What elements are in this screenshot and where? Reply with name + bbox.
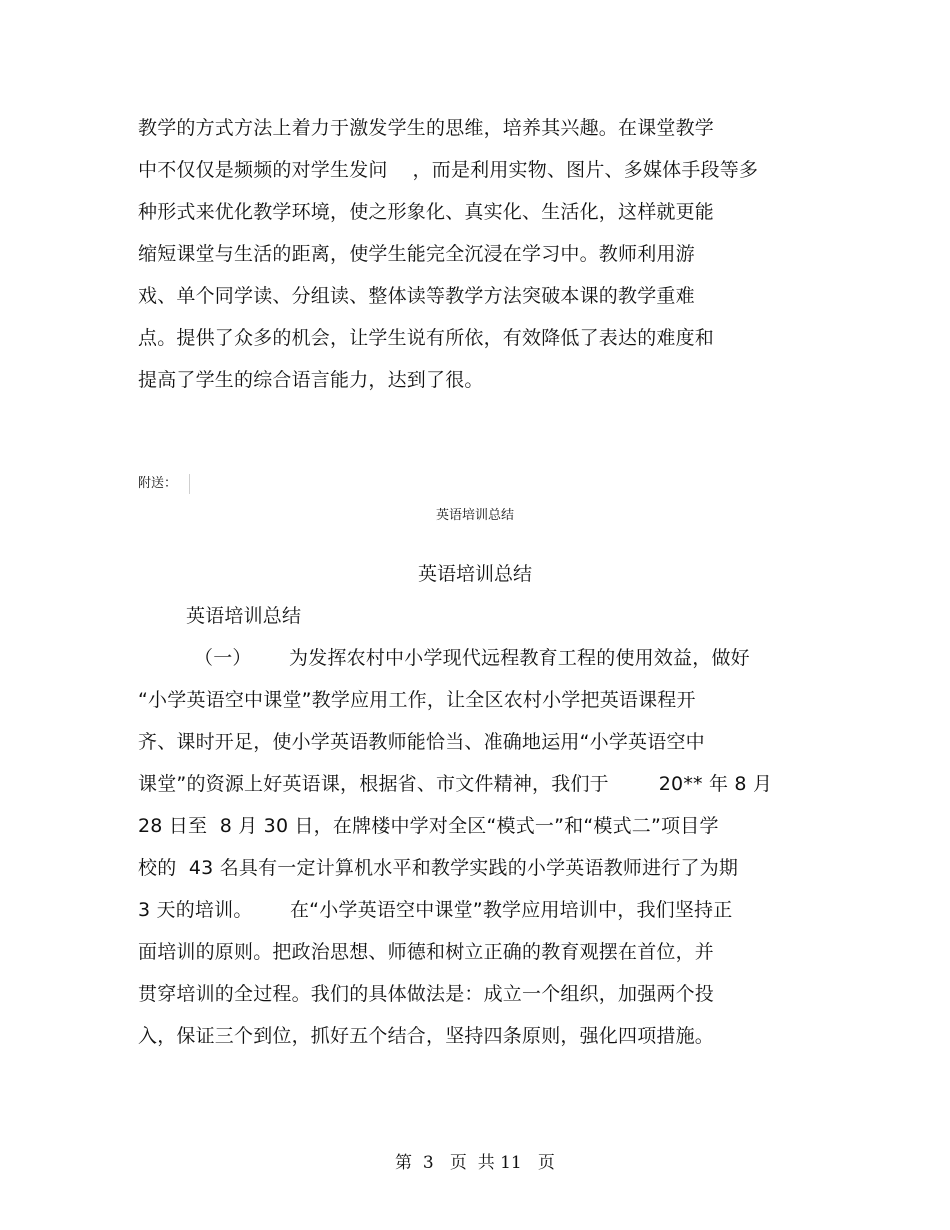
paragraph-2-line-8: 面培训的原则。把政治思想、师德和树立正确的教育观摆在首位，并 bbox=[138, 941, 715, 963]
paragraph-2-line-4: 课堂”的资源上好英语课，根据省、市文件精神，我们于 20** 年 8 月 bbox=[138, 773, 773, 795]
paragraph-1-line-6: 点。提供了众多的机会，让学生说有所依，有效降低了表达的难度和 bbox=[138, 327, 715, 349]
small-title: 英语培训总结 bbox=[435, 508, 514, 523]
paragraph-2-line-5: 28 日至 8 月 30 日，在牌楼中学对全区“模式一”和“模式二”项目学 bbox=[138, 815, 719, 837]
paragraph-1-line-5: 戏、单个同学读、分组读、整体读等教学方法突破本课的教学重难 bbox=[138, 285, 695, 307]
page-footer: 第 3 页 共 11 页 bbox=[395, 1153, 555, 1173]
paragraph-1-line-3: 种形式来优化教学环境，使之形象化、真实化、生活化，这样就更能 bbox=[138, 201, 715, 223]
paragraph-2-line-2: “小学英语空中课堂”教学应用工作，让全区农村小学把英语课程开 bbox=[138, 689, 696, 711]
subtitle: 英语培训总结 bbox=[186, 605, 302, 627]
paragraph-1-line-1: 教学的方式方法上着力于激发学生的思维，培养其兴趣。在课堂教学 bbox=[138, 117, 715, 139]
appendix-label: 附送： bbox=[138, 476, 178, 491]
paragraph-2-line-9: 贯穿培训的全过程。我们的具体做法是：成立一个组织，加强两个投 bbox=[138, 983, 715, 1005]
paragraph-1-line-4: 缩短课堂与生活的距离，使学生能完全沉浸在学习中。教师利用游 bbox=[138, 243, 695, 265]
paragraph-1-line-2: 中不仅仅是频频的对学生发问 ，而是利用实物、图片、多媒体手段等多 bbox=[138, 159, 759, 181]
paragraph-2-line-10: 入，保证三个到位，抓好五个结合，坚持四条原则，强化四项措施。 bbox=[138, 1025, 715, 1047]
paragraph-2-line-3: 齐、课时开足，使小学英语教师能恰当、准确地运用“小学英语空中 bbox=[138, 731, 705, 753]
paragraph-2-line-7: 3 天的培训。 在“小学英语空中课堂”教学应用培训中，我们坚持正 bbox=[138, 899, 733, 921]
paragraph-2-line-1: （一） 为发挥农村中小学现代远程教育工程的使用效益，做好 bbox=[194, 647, 750, 669]
appendix-divider bbox=[189, 474, 190, 494]
main-title: 英语培训总结 bbox=[417, 563, 532, 585]
paragraph-1-line-7: 提高了学生的综合语言能力，达到了很。 bbox=[138, 369, 484, 391]
paragraph-2-line-6: 校的 43 名具有一定计算机水平和教学实践的小学英语教师进行了为期 bbox=[138, 857, 739, 879]
appendix bbox=[138, 474, 190, 494]
